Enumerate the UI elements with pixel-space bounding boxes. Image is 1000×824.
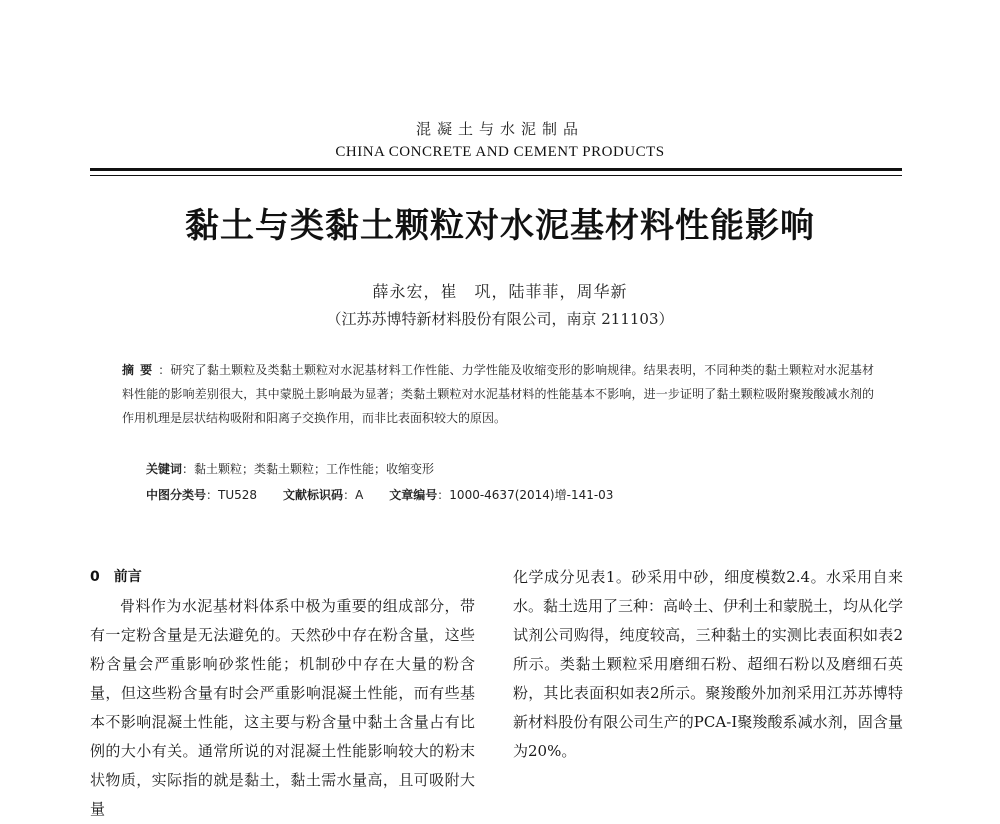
keywords-label: 关键词 bbox=[146, 462, 183, 476]
article-number-value: ：1000-4637(2014)增-141-03 bbox=[437, 488, 614, 502]
keywords-text: ：黏土颗粒；类黏土颗粒；工作性能；收缩变形 bbox=[182, 462, 435, 476]
clc-value: ：TU528 bbox=[206, 488, 258, 502]
abstract bbox=[122, 358, 874, 430]
abstract-label: 摘要 bbox=[122, 363, 159, 377]
header-rule-thick bbox=[90, 168, 902, 171]
doc-code-value: ：A bbox=[343, 488, 364, 502]
article-title: 黏土与类黏土颗粒对水泥基材料性能影响 bbox=[185, 206, 815, 246]
header-rule-thin bbox=[90, 175, 902, 176]
author-affiliation: （江苏苏博特新材料股份有限公司，南京 211103） bbox=[326, 310, 674, 328]
journal-name-cn: 混凝土与水泥制品 bbox=[415, 120, 584, 138]
body-paragraph-left: 骨料作为水泥基材料体系中极为重要的组成部分，带有一定粉含量是无法避免的。天然砂中存在粉含量，这些粉含量会严重影响砂浆性能；机制砂中存在大量的粉含量，但这些粉含量有时会严重影响混凝土性能，而有些基本不影响混凝土性能，这主要与粉含量中黏土含量占有比例的大小有关。通常所说的对混凝土性能影响较大的粉末状物质，实际指的就是黏土，黏土需水量高，且可吸附大量 bbox=[90, 597, 475, 818]
body-paragraph-right: 化学成分见表1。砂采用中砂，细度模数2.4。水采用自来水。黏土选用了三种：高岭土、伊利土和蒙脱土，均从化学试剂公司购得，纯度较高，三种黏土的实测比表面积如表2所示。类黏土颗粒采用磨细石粉、超细石粉以及磨细石英粉，其比表面积如表2所示。聚羧酸外加剂采用江苏苏博特新材料股份有限公司生产的PCA-Ⅰ聚羧酸系减水剂，固含量为20%。 bbox=[513, 568, 904, 760]
abstract-text: ：研究了黏土颗粒及类黏土颗粒对水泥基材料工作性能、力学性能及收缩变形的影响规律。结果表明，不同种类的黏土颗粒对水泥基材料性能的影响差别很大，其中蒙脱土影响最为显著；类黏土颗粒对水泥基材料的性能基本不影响，进一步证明了黏土颗粒吸附聚羧酸减水剂的作用机理是层状结构吸附和阳离子交换作用，而非比表面积较大的原因。 bbox=[122, 363, 874, 425]
section-heading-introduction: 0 前言 bbox=[90, 569, 142, 585]
clc-label: 中图分类号 bbox=[146, 488, 207, 502]
doc-code-label: 文献标识码 bbox=[283, 488, 344, 502]
keywords bbox=[146, 460, 866, 477]
journal-name-en: CHINA CONCRETE AND CEMENT PRODUCTS bbox=[335, 144, 665, 160]
classification-line bbox=[146, 486, 866, 503]
article-number-label: 文章编号 bbox=[389, 488, 438, 502]
author-list: 薛永宏，崔 巩，陆菲菲，周华新 bbox=[372, 282, 628, 301]
